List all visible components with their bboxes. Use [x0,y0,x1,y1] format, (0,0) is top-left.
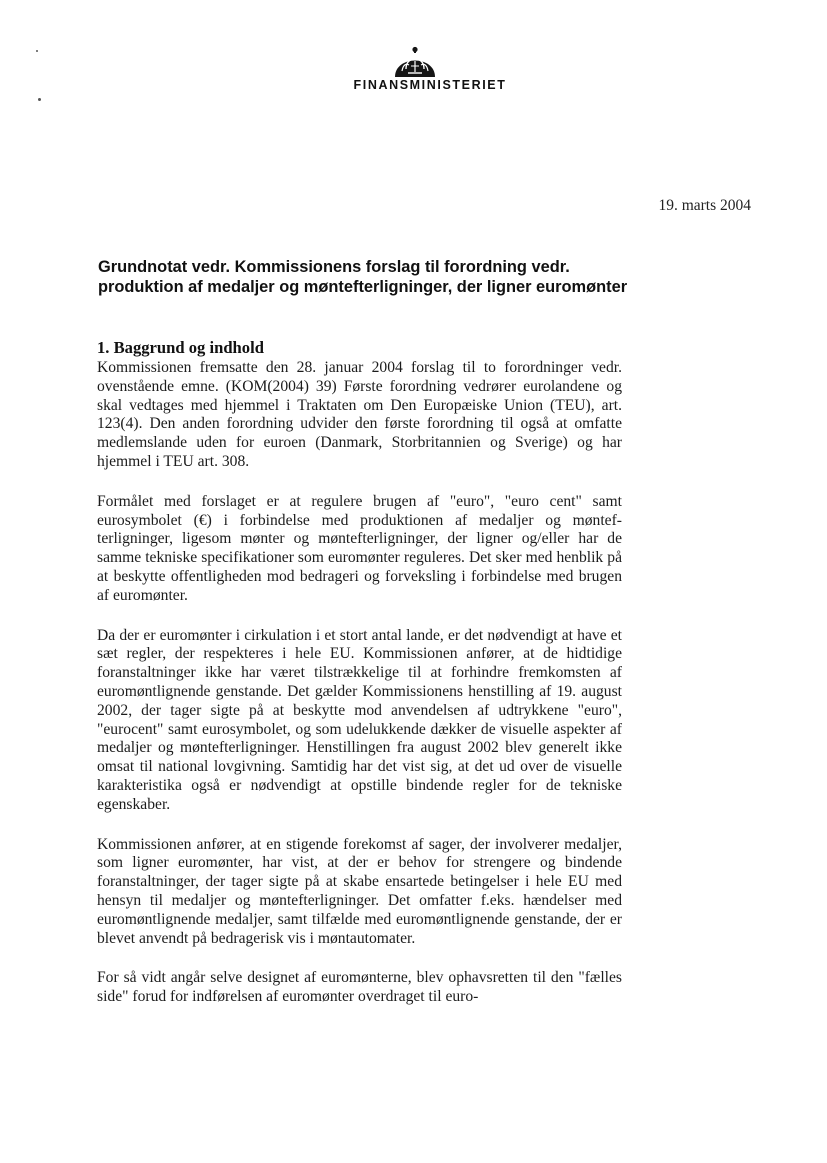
scan-speck [38,98,41,101]
organization-name: FINANSMINISTERIET [353,78,507,92]
document-title: Grundnotat vedr. Kommissionens forslag til forordning vedr. produktion af medaljer og møntefterligninger, der ligner euromønter [98,258,628,296]
body-paragraph: Da der er euromønter i cirkulation i et stort antal lande, er det nødvendigt at have et sæt regler, der respekteres i hele EU. Kommissionen anfører, at de hidtidige foranstaltninger ikke har været tilstrækkelige til at forhindre fremkomsten af euromøntlignende genstande. Det gælder Kommissionens henstilling af 19. august 2002, der tager sigte på at beskytte mod anvendelsen af udtrykkene "euro", "eurocent" samt eurosymbolet, og som udelukkende dækker de visuelle aspekter af medaljer og møntefterligninger. Henstillingen fra august 2002 blev generelt ikke omsat til national lovgivning. Samtidig har det vist sig, at det ud over de visuelle karakteristika også er nødvendigt at opstille bindende regler for de tekniske egenskaber. [97,626,622,813]
document-body [97,338,622,1028]
body-paragraph: Kommissionen anfører, at en stigende forekomst af sager, der involverer medaljer, som ligner euromønter, har vist, at der er behov for strengere og bindende foranstaltninger, der tager sigte på at skabe ensartede betingelser i hele EU med hensyn til medaljer og møntefterligninger. Det omfatter f.eks. hændelser med euromøntlignende medaljer, samt tilfælde med euromøntlignende genstande, der er blevet anvendt på bedragerisk vis i møntautomater. [97,835,622,947]
section-heading: 1. Baggrund og indhold [97,338,264,357]
body-paragraph: For så vidt angår selve designet af euromønterne, blev ophavsretten til den "fælles side" forud for indførelsen af euromønter overdraget til euro- [97,969,622,1006]
scan-speck [36,50,38,52]
crown-logo-icon [394,44,436,78]
document-date: 19. marts 2004 [658,197,751,214]
body-paragraph: Kommissionen fremsatte den 28. januar 2004 forslag til to forordninger vedr. ovenstående emne. (KOM(2004) 39) Første forordning vedrører eurolandene og skal vedtages med hjemmel i Traktaten om Den Europæiske Union (TEU), art. 123(4). Den anden forordning udvider den første forordning til også at omfatte medlemslande uden for euroen (Danmark, Storbritannien og Sverige) og har hjemmel i TEU art. 308. [97,359,622,470]
body-paragraph: Formålet med forslaget er at regulere brugen af "euro", "euro cent" samt eurosymbolet (€) i forbindelse med produktionen af medaljer og møntefterligninger, ligesom mønter og møntefterligninger, der ligner og/eller har de samme tekniske specifikationer som euromønter reguleres. Det sker med henblik på at beskytte offentligheden mod bedrageri og forveksling i forbindelse med brugen af euromønter. [97,492,622,604]
